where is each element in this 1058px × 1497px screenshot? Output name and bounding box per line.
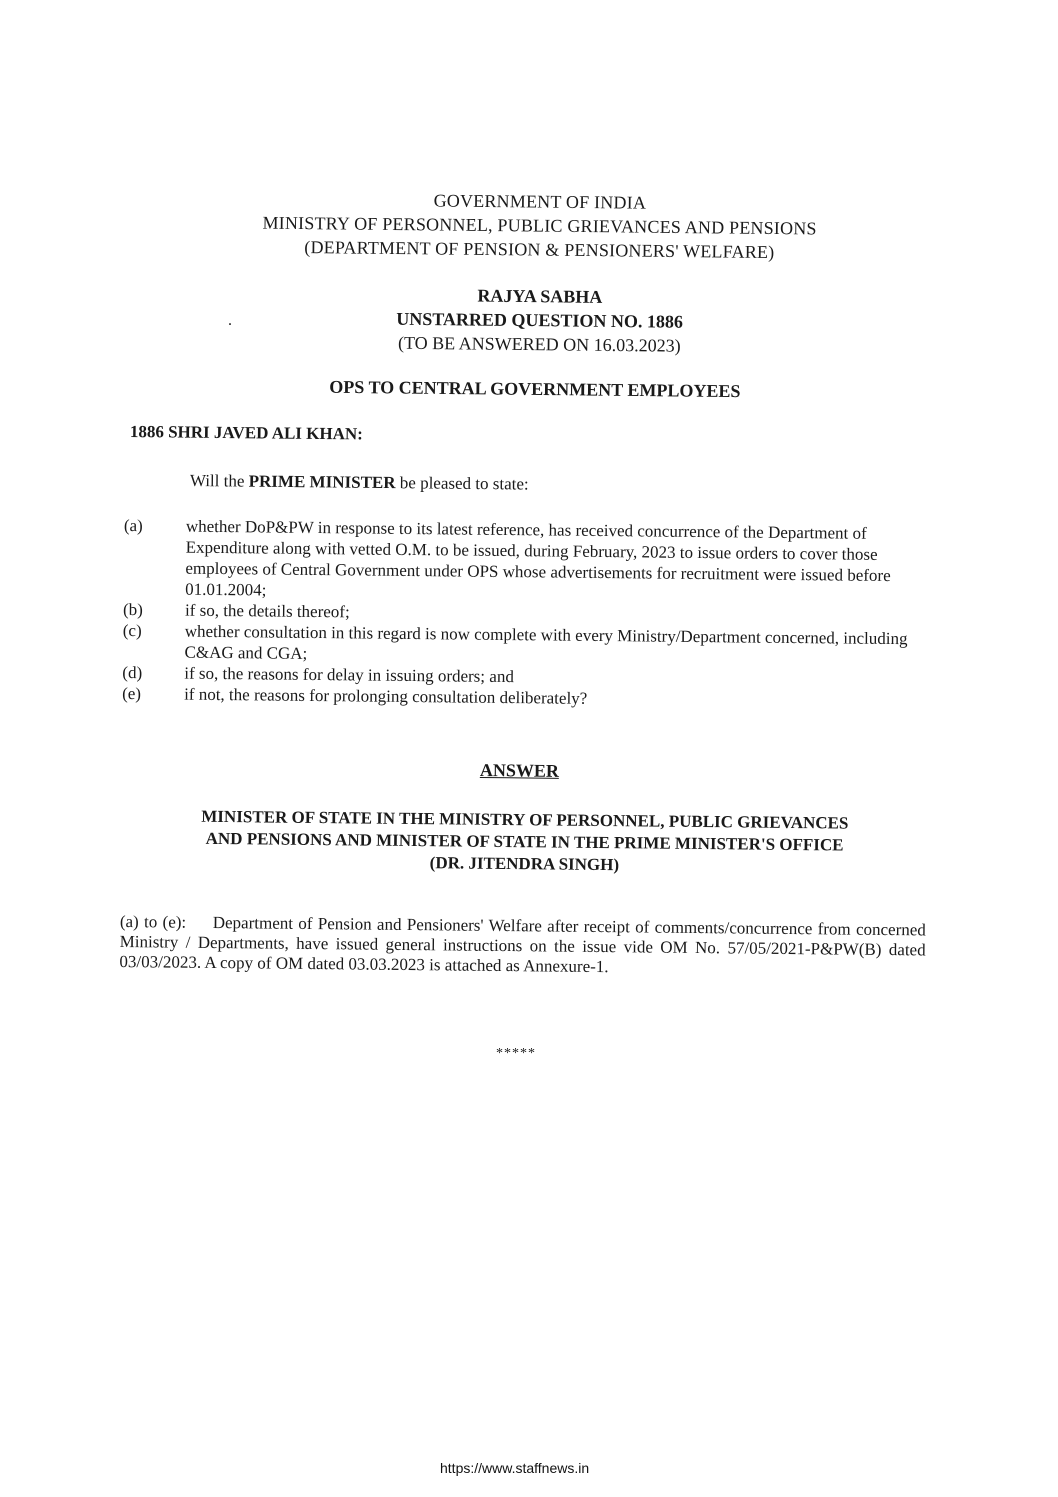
reply-label: (a) to (e): xyxy=(119,912,187,932)
intro-after: be pleased to state: xyxy=(395,473,529,494)
answer-date: (TO BE ANSWERED ON 16.03.2023) xyxy=(397,332,681,356)
member-name: 1886 SHRI JAVED ALI KHAN: xyxy=(129,422,364,444)
answer-heading: ANSWER xyxy=(479,760,560,781)
question-number: UNSTARRED QUESTION NO. 1886 xyxy=(396,308,684,332)
header-government: GOVERNMENT OF INDIA xyxy=(433,190,647,213)
question-text: if so, the reasons for delay in issuing orders; and xyxy=(184,663,514,687)
end-marker: ***** xyxy=(496,1046,536,1061)
minister-name: (DR. JITENDRA SINGH) xyxy=(429,853,620,875)
minister-line-1: MINISTER OF STATE IN THE MINISTRY OF PERSONNEL, PUBLIC GRIEVANCES xyxy=(201,806,849,833)
house-name: RAJYA SABHA xyxy=(477,285,603,307)
question-text: whether DoP&PW in response to its latest reference, has received concurrence of the Department of Expenditure along with vetted O.M. to be issued, during February, 2023 to issue orders to cover those employees of Central Government under OPS whose advertisements for recruitment were issued before 01.01.2004; xyxy=(185,516,891,600)
intro-before: Will the xyxy=(189,471,249,491)
minister-line-2: AND PENSIONS AND MINISTER OF STATE IN THE PRIME MINISTER'S OFFICE xyxy=(205,828,844,855)
question-text: whether consultation in this regard is now complete with every Ministry/Department concerned, including C&AG and CGA; xyxy=(184,621,908,663)
question-label: (a) xyxy=(123,515,143,536)
reply-paragraph xyxy=(119,912,926,980)
question-label: (d) xyxy=(122,662,143,683)
letterhead xyxy=(199,186,880,265)
header-ministry: MINISTRY OF PERSONNEL, PUBLIC GRIEVANCES AND PENSIONS xyxy=(262,212,817,239)
question-item xyxy=(123,515,934,607)
question-details xyxy=(329,282,750,358)
question-label: (b) xyxy=(122,599,143,620)
question-label: (c) xyxy=(122,620,142,641)
stray-dot: . xyxy=(228,312,232,329)
question-text: if so, the details thereof; xyxy=(184,600,350,622)
question-label: (e) xyxy=(122,683,142,704)
reply-text: Department of Pension and Pensioners' Welfare after receipt of comments/concurrence from concerned Ministry / Departments, have issued general instructions on the issue vide OM No. 57/05/2021-P&PW(B) dated 03/03/2023. A copy of OM dated 03.03.2023 is attached as Annexure-1. xyxy=(119,912,926,977)
subject-title: OPS TO CENTRAL GOVERNMENT EMPLOYEES xyxy=(329,376,741,402)
minister-designation xyxy=(124,805,925,879)
footer-url: https://www.staffnews.in xyxy=(440,1460,590,1476)
header-department: (DEPARTMENT OF PENSION & PENSIONERS' WELFARE) xyxy=(304,237,775,263)
intro-prime-minister: PRIME MINISTER xyxy=(248,471,396,493)
question-text: if not, the reasons for prolonging consultation deliberately? xyxy=(184,684,588,708)
question-list xyxy=(122,515,934,712)
intro-line xyxy=(190,471,529,495)
